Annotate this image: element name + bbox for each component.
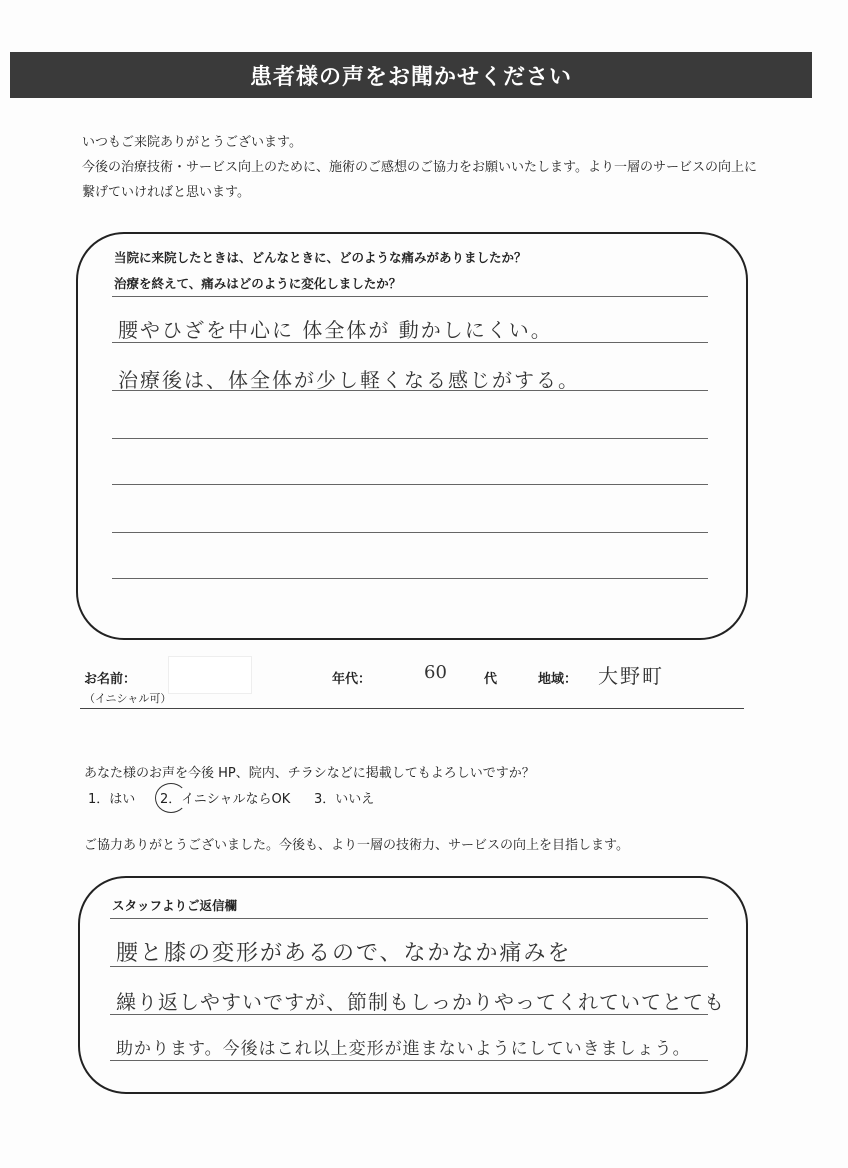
question-1: 当院に来院したときは、どんなときに、どのような痛みがありましたか？	[114, 250, 527, 265]
answer-rule	[112, 578, 708, 579]
name-field-redacted	[168, 656, 252, 694]
reply-line-2: 繰り返しやすいですが、節制もしっかりやってくれていてとても	[116, 990, 725, 1014]
profile-divider	[80, 708, 744, 709]
answer-rule	[112, 390, 708, 391]
name-note: （イニシャル可）	[84, 692, 172, 705]
header-bar	[10, 52, 812, 98]
area-label: 地域：	[538, 672, 578, 687]
staff-reply-label: スタッフよりご返信欄	[112, 898, 238, 913]
intro-line-3: 繋げていければと思います。	[82, 185, 250, 200]
reply-rule	[110, 918, 708, 919]
reply-rule	[110, 966, 708, 967]
reply-rule	[110, 1060, 708, 1061]
reply-rule	[110, 1014, 708, 1015]
intro-line-2: 今後の治療技術・サービス向上のために、施術のご感想のご協力をお願いいたします。より一層のサービスの向上に	[82, 160, 757, 175]
intro-line-1: いつもご来院ありがとうございます。	[82, 135, 302, 150]
consent-question: あなた様のお声を今後 HP、院内、チラシなどに掲載してもよろしいですか？	[84, 766, 535, 781]
answer-rule	[112, 438, 708, 439]
consent-option-3: 3．いいえ	[314, 792, 375, 807]
consent-option-1: 1．はい	[88, 792, 136, 807]
answer-rule	[112, 484, 708, 485]
answer-line-1: 腰やひざを中心に 体全体が 動かしにくい。	[118, 318, 553, 342]
page-title: 患者様の声をお聞かせください	[249, 64, 572, 90]
consent-option-2: 2．イニシャルならOK	[160, 792, 291, 807]
name-label: お名前：	[84, 672, 137, 687]
answer-line-2: 治療後は、体全体が少し軽くなる感じがする。	[118, 368, 580, 392]
thanks-text: ご協力ありがとうございました。今後も、より一層の技術力、サービスの向上を目指します。	[84, 838, 629, 853]
age-label: 年代：	[332, 672, 372, 687]
intro-text	[82, 130, 757, 205]
answer-rule	[112, 532, 708, 533]
reply-line-3: 助かります。今後はこれ以上変形が進まないようにしていきましょう。	[116, 1039, 691, 1059]
reply-line-1: 腰と膝の変形があるので、なかなか痛みを	[116, 941, 572, 966]
answer-rule	[112, 342, 708, 343]
age-value: 60	[424, 662, 447, 683]
answer-rule	[112, 296, 708, 297]
age-suffix: 代	[484, 672, 498, 687]
question-2: 治療を終えて、痛みはどのように変化しましたか？	[114, 276, 402, 291]
area-value: 大野町	[598, 664, 664, 688]
